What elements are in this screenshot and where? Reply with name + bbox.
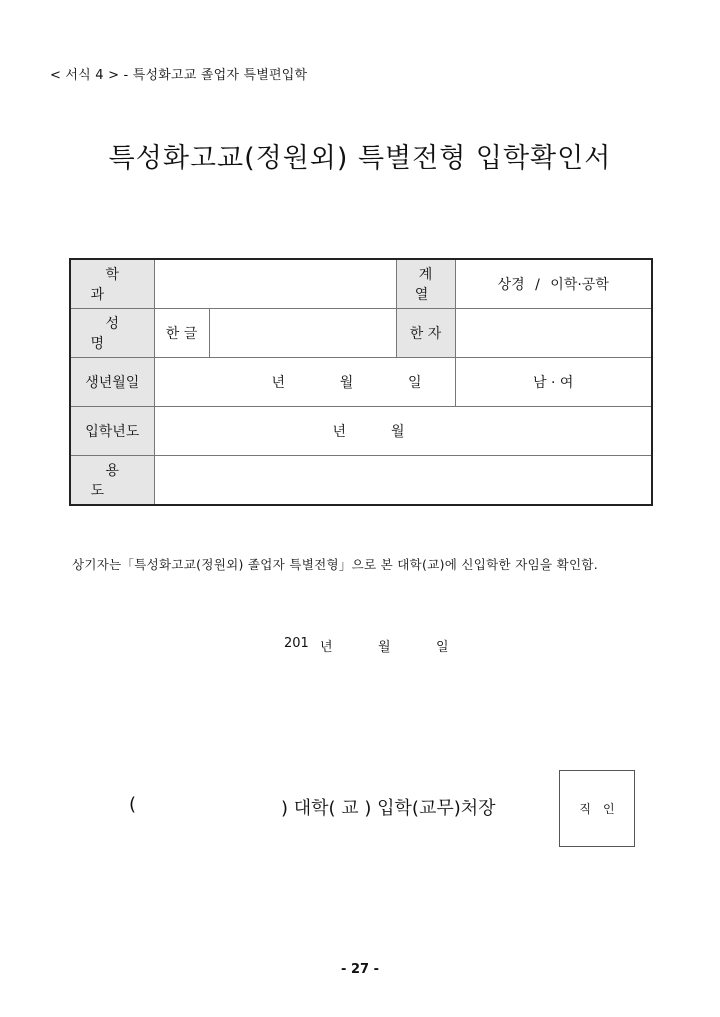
purpose-value[interactable] — [154, 456, 652, 506]
track-label: 계 열 — [396, 259, 455, 309]
issue-month-label: 월 — [378, 640, 391, 655]
table-row — [70, 407, 652, 456]
admit-date-value[interactable] — [154, 407, 652, 456]
birth-year-label: 년 — [271, 375, 286, 391]
track-value[interactable]: 상경 / 이학·공학 — [455, 259, 652, 309]
official-seal-box — [559, 770, 635, 847]
issue-year-label: 년 — [320, 640, 333, 655]
gender-value[interactable]: 남 · 여 — [455, 358, 652, 407]
issuer-open-paren: ( — [129, 794, 137, 815]
table-row — [70, 259, 652, 309]
dept-value[interactable] — [154, 259, 396, 309]
form-label: < 서식 4 > - 특성화고교 졸업자 특별편입학 — [50, 68, 308, 83]
admit-year-label: 년 — [332, 424, 347, 440]
issuer-signature-line — [129, 794, 496, 820]
admission-info-table — [69, 258, 653, 506]
birth-label: 생년월일 — [70, 358, 154, 407]
table-row — [70, 456, 652, 506]
table-row — [70, 309, 652, 358]
birth-month-label: 월 — [339, 375, 354, 391]
hanja-name-value[interactable] — [455, 309, 652, 358]
admit-label: 입학년도 — [70, 407, 154, 456]
seal-label: 직인 — [579, 802, 627, 816]
page-number: - 27 - — [341, 962, 379, 977]
university-name-blank[interactable] — [136, 794, 281, 820]
birth-day-label: 일 — [407, 375, 422, 391]
admit-month-label: 월 — [390, 424, 405, 440]
dept-label: 학과 — [70, 259, 154, 309]
table-row — [70, 358, 652, 407]
purpose-label: 용도 — [70, 456, 154, 506]
birth-date-value[interactable] — [154, 358, 455, 407]
issue-date — [284, 636, 449, 655]
confirmation-statement: 상기자는「특성화고교(정원외) 졸업자 특별전형」으로 본 대학(교)에 신입학한 자임을 확인함. — [72, 557, 598, 572]
issue-day-label: 일 — [436, 640, 449, 655]
name-label: 성명 — [70, 309, 154, 358]
page-title: 특성화고교(정원외) 특별전형 입학확인서 — [108, 143, 612, 174]
hanja-label: 한 자 — [396, 309, 455, 358]
issuer-title: ) 대학( 교 ) 입학(교무)처장 — [281, 798, 496, 819]
hangul-label: 한 글 — [154, 309, 209, 358]
hangul-name-value[interactable] — [209, 309, 396, 358]
issue-year-prefix: 201 — [284, 636, 309, 651]
